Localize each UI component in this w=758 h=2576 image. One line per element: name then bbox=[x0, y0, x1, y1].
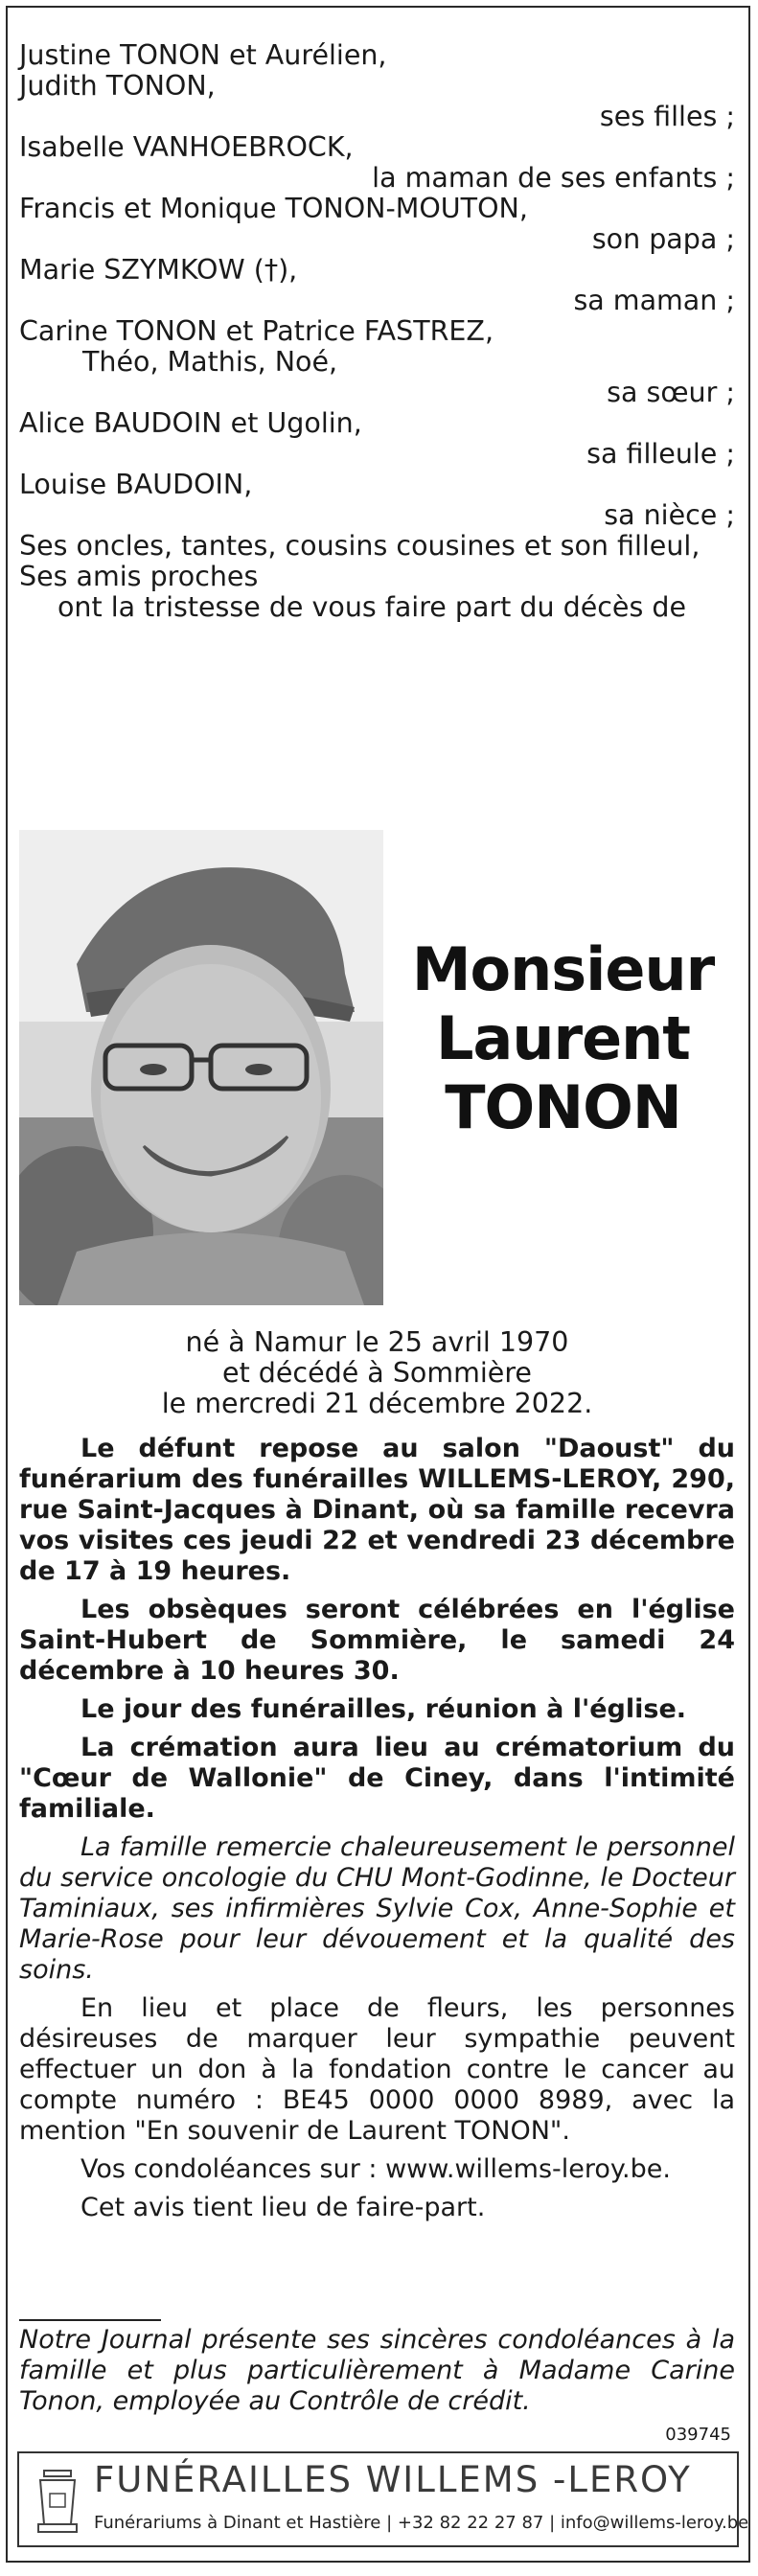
family-line: Théo, Mathis, Noé, bbox=[82, 346, 338, 378]
funeral-home-name: FUNÉRAILLES WILLEMS -LEROY bbox=[94, 2459, 692, 2500]
cremation-paragraph: La crémation aura lieu au crématorium du "Cœur de Wallonie" de Ciney, dans l'intimité familiale. bbox=[19, 1733, 735, 1824]
death-place-line: et décédé à Sommière bbox=[222, 1357, 532, 1389]
obituary-notice bbox=[6, 6, 750, 2563]
family-relation: sa nièce ; bbox=[604, 499, 735, 531]
funeral-home-banner bbox=[17, 2451, 749, 2547]
family-line: Ses amis proches bbox=[19, 561, 259, 592]
family-relation: sa sœur ; bbox=[607, 377, 735, 408]
faire-part-paragraph: Cet avis tient lieu de faire-part. bbox=[80, 2193, 486, 2222]
family-line: Alice BAUDOIN et Ugolin, bbox=[19, 407, 362, 439]
family-relation: sa maman ; bbox=[573, 285, 735, 316]
family-line: Francis et Monique TONON-MOUTON, bbox=[19, 193, 528, 224]
portrait-illustration bbox=[19, 830, 383, 1305]
deceased-first-name: Laurent bbox=[436, 1003, 690, 1073]
family-line: Ses oncles, tantes, cousins cousines et son filleul, bbox=[19, 530, 701, 562]
meeting-paragraph: Le jour des funérailles, réunion à l'église. bbox=[80, 1694, 687, 1724]
donation-paragraph: En lieu et place de fleurs, les personnes désireuses de marquer leur sympathie peuvent effectuer un don à la fondation contre le cancer au compte numéro : BE45 0000 0000 8989, avec la mention "En souvenir de Laurent TONON". bbox=[19, 1993, 735, 2146]
family-line: Louise BAUDOIN, bbox=[19, 469, 253, 500]
deceased-title: Monsieur bbox=[411, 934, 715, 1004]
viewing-paragraph: Le défunt repose au salon "Daoust" du funérarium des funérailles WILLEMS-LEROY, 290, rue Saint-Jacques à Dinant, où sa famille recevra vos visites ces jeudi 22 et vendredi 23 décembre de 17 à 19 heures. bbox=[19, 1434, 735, 1586]
funeral-home-contact: Funérariums à Dinant et Hastière | +32 82 22 27 87 | info@willems-leroy.be bbox=[94, 2513, 749, 2533]
separator-rule bbox=[19, 2319, 161, 2321]
family-line: Judith TONON, bbox=[19, 70, 216, 102]
family-relation: son papa ; bbox=[591, 223, 735, 255]
condolences-paragraph: Vos condoléances sur : www.willems-leroy.be. bbox=[80, 2154, 671, 2184]
birth-death-dates bbox=[19, 1327, 735, 1419]
family-line: Carine TONON et Patrice FASTREZ, bbox=[19, 315, 494, 347]
reference-number: 039745 bbox=[665, 2425, 731, 2445]
family-line: Isabelle VANHOEBROCK, bbox=[19, 131, 354, 163]
family-relation: sa filleule ; bbox=[586, 438, 735, 470]
portrait-photo bbox=[19, 830, 383, 1305]
deceased-last-name: TONON bbox=[445, 1072, 681, 1142]
funeral-paragraph: Les obsèques seront célébrées en l'église Saint-Hubert de Sommière, le samedi 24 décembre à 10 heures 30. bbox=[19, 1595, 735, 1686]
urn-icon bbox=[31, 2467, 84, 2536]
thanks-paragraph: La famille remercie chaleureusement le personnel du service oncologie du CHU Mont-Godinne, le Docteur Taminiaux, ses infirmières Sylvie Cox, Anne-Sophie et Marie-Rose pour leur dévouement et la qualité des soins. bbox=[19, 1832, 735, 1985]
journal-condolences: Notre Journal présente ses sincères condoléances à la famille et plus particulièrement à Madame Carine Tonon, employée au Contrôle de crédit. bbox=[19, 2325, 735, 2416]
announcement-line: ont la tristesse de vous faire part du décès de bbox=[57, 591, 686, 623]
family-line: Marie SZYMKOW (†), bbox=[19, 254, 298, 286]
deceased-name bbox=[391, 935, 735, 1142]
death-date-line: le mercredi 21 décembre 2022. bbox=[161, 1388, 593, 1419]
family-line: Justine TONON et Aurélien, bbox=[19, 39, 387, 71]
family-relation: ses filles ; bbox=[599, 101, 735, 132]
family-relation: la maman de ses enfants ; bbox=[372, 162, 735, 194]
notice-body bbox=[19, 1434, 735, 2231]
birth-line: né à Namur le 25 avril 1970 bbox=[185, 1326, 569, 1358]
family-list bbox=[19, 40, 735, 623]
